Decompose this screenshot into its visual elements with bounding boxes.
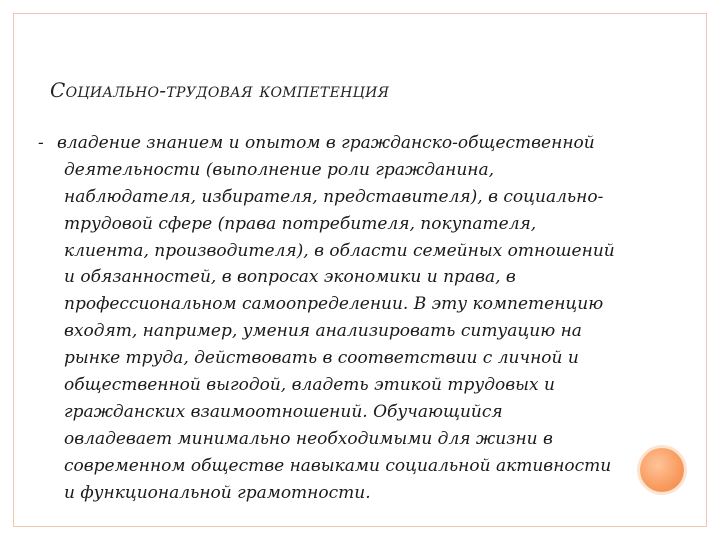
text-line: общественной выгодой, владеть этикой трудовых и	[64, 375, 555, 396]
text-line: владение знанием и опытом в гражданско-общественной	[57, 133, 595, 153]
text-line: деятельности (выполнение роли гражданина,	[64, 159, 495, 180]
text-line: рынке труда, действовать в соответствии с личной и	[64, 348, 579, 369]
text-line: трудовой сфере (права потребителя, покупателя,	[64, 213, 537, 234]
bullet-dash: -	[38, 133, 44, 153]
text-line: входят, например, умения анализировать ситуацию на	[64, 321, 582, 342]
text-line: клиента, производителя), в области семейных отношений	[64, 240, 615, 261]
text-line: и обязанностей, в вопросах экономики и права, в	[64, 267, 516, 288]
slide-body-text	[38, 130, 638, 506]
text-line: овладевает минимально необходимыми для жизни в	[64, 428, 553, 449]
text-line: и функциональной грамотности.	[64, 482, 371, 503]
text-line: современном обществе навыками социальной активности	[64, 455, 612, 476]
text-line: профессиональном самоопределении. В эту компетенцию	[64, 294, 604, 315]
text-line: наблюдателя, избирателя, представителя), в социально-	[64, 186, 604, 207]
slide-title: Социально-трудовая компетенция	[50, 78, 390, 102]
text-line: гражданских взаимоотношений. Обучающийся	[64, 401, 503, 422]
decorative-circle-icon	[640, 448, 684, 492]
